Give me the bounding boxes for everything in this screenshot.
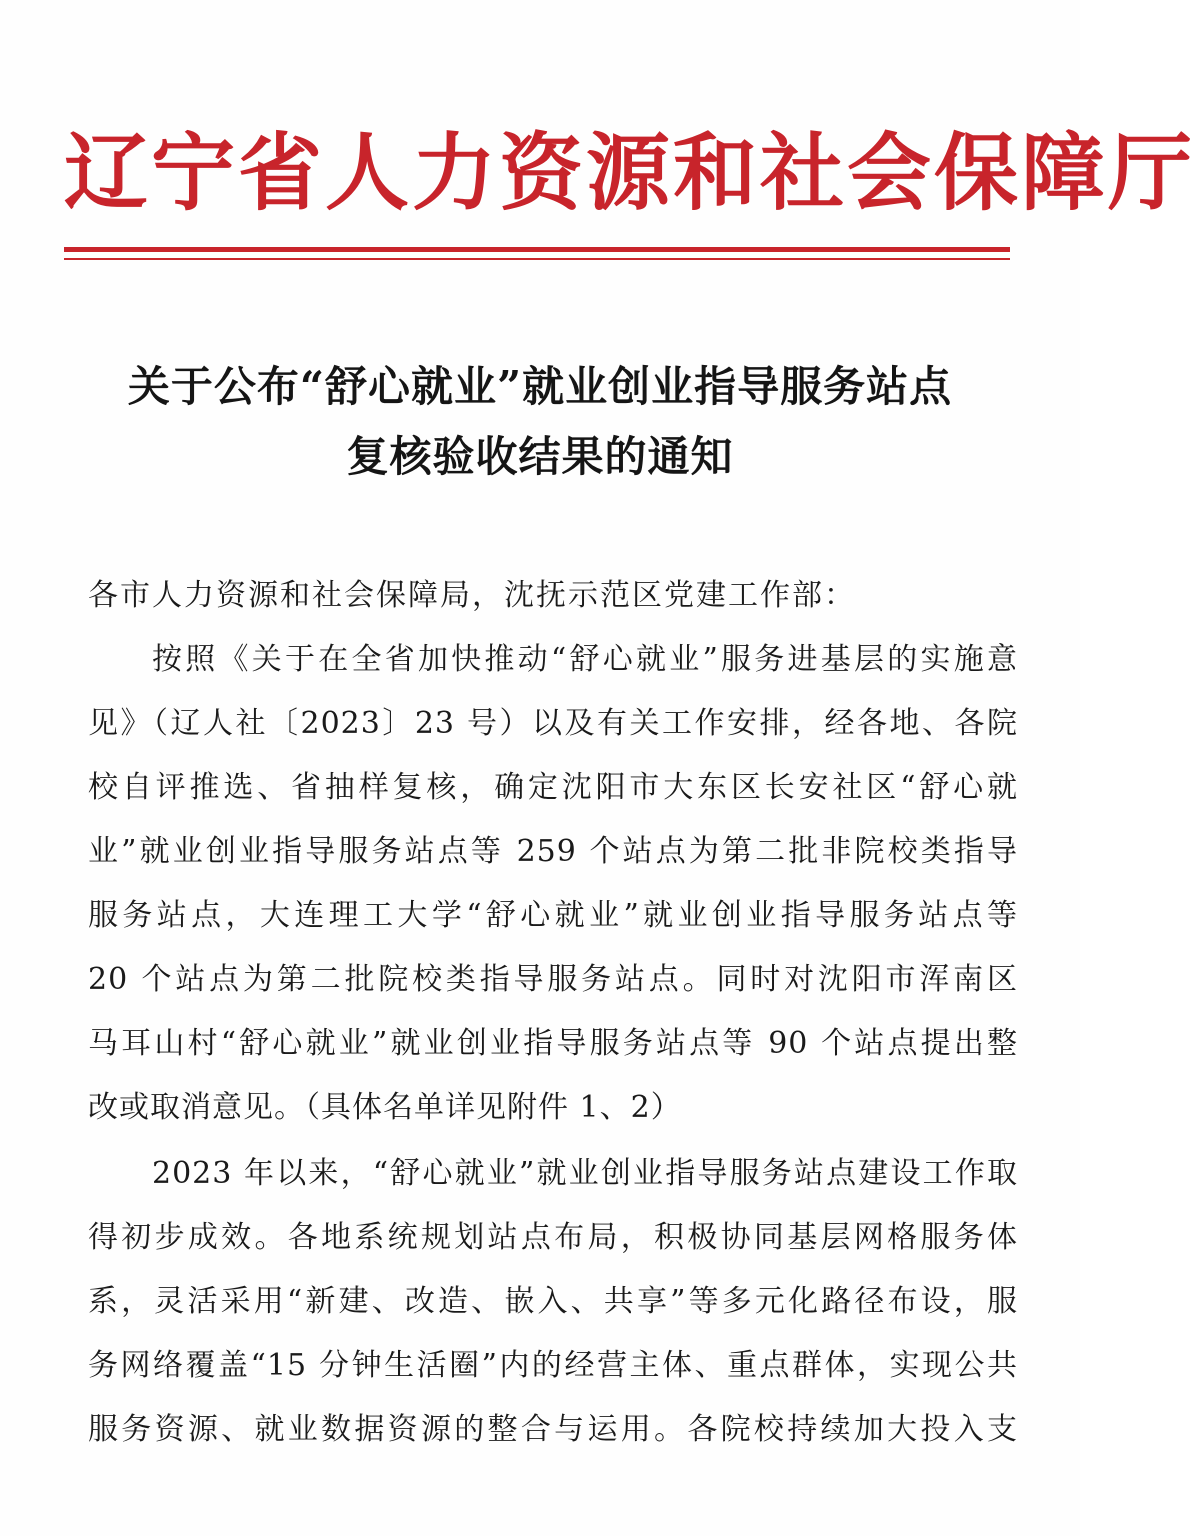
document-title-line-2: 复核验收结果的通知 xyxy=(346,432,734,481)
document-title-line-1: 关于公布“舒心就业”就业创业指导服务站点 xyxy=(127,362,953,411)
paragraph-line: 20 个站点为第二批院校类指导服务站点。同时对沈阳市浑南区 xyxy=(88,962,1018,997)
paragraph-line: 系，灵活采用“新建、改造、嵌入、共享”等多元化路径布设，服 xyxy=(88,1284,1018,1319)
paragraph-line: 改或取消意见。（具体名单详见附件 1、2） xyxy=(88,1090,682,1125)
paragraph-line: 见》（辽人社〔2023〕23 号）以及有关工作安排，经各地、各院 xyxy=(88,706,1018,741)
paragraph-line: 校自评推选、省抽样复核，确定沈阳市大东区长安社区“舒心就 xyxy=(88,770,1018,805)
header-rule-thick xyxy=(64,247,1010,252)
paragraph-line: 服务站点，大连理工大学“舒心就业”就业创业指导服务站点等 xyxy=(88,898,1018,933)
paragraph-line: 务网络覆盖“15 分钟生活圈”内的经营主体、重点群体，实现公共 xyxy=(88,1348,1018,1383)
salutation: 各市人力资源和社会保障局，沈抚示范区党建工作部： xyxy=(88,578,856,613)
document-title xyxy=(40,352,1040,492)
paragraph-line: 2023 年以来，“舒心就业”就业创业指导服务站点建设工作取 xyxy=(152,1156,1018,1191)
paragraph-1 xyxy=(88,628,1018,1140)
paragraph-line: 马耳山村“舒心就业”就业创业指导服务站点等 90 个站点提出整 xyxy=(88,1026,1018,1061)
paragraph-line: 得初步成效。各地系统规划站点布局，积极协同基层网格服务体 xyxy=(88,1220,1018,1255)
paragraph-line: 按照《关于在全省加快推动“舒心就业”服务进基层的实施意 xyxy=(152,642,1018,677)
organization-header: 辽宁省人力资源和社会保障厅 xyxy=(64,123,1195,222)
paragraph-2 xyxy=(88,1142,1018,1462)
paragraph-line: 服务资源、就业数据资源的整合与运用。各院校持续加大投入支 xyxy=(88,1412,1018,1447)
header-rule-thin xyxy=(64,258,1010,260)
paragraph-line: 业”就业创业指导服务站点等 259 个站点为第二批非院校类指导 xyxy=(88,834,1018,869)
